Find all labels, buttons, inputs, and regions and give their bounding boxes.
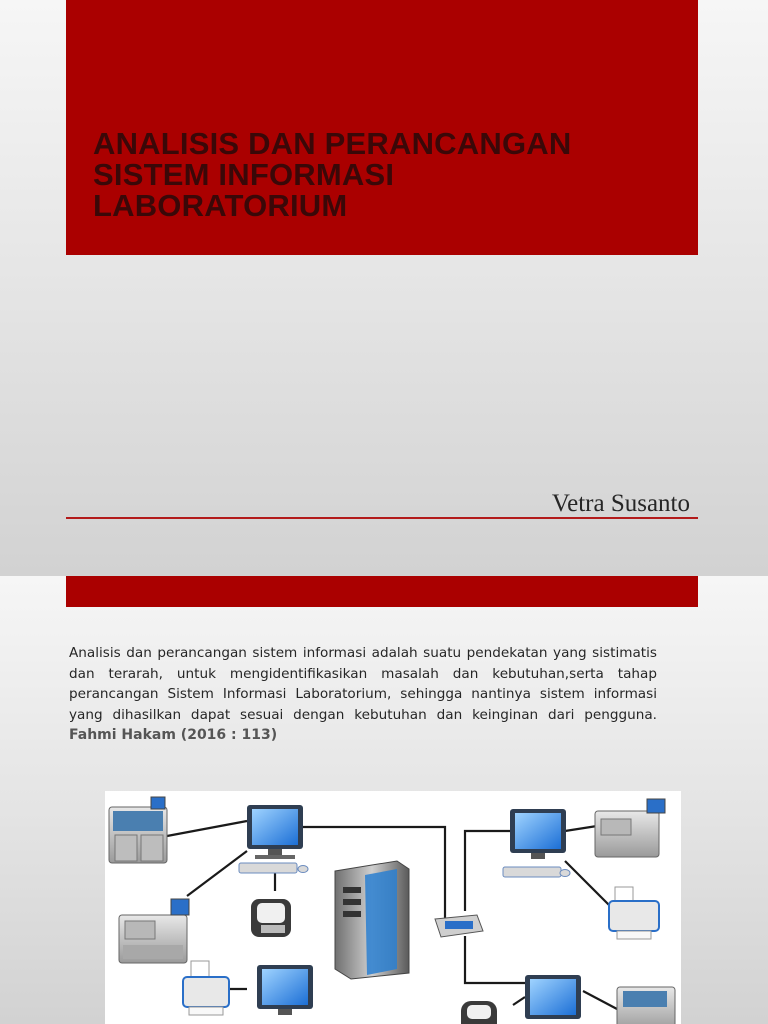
paragraph-text: Analisis dan perancangan sistem informasi adalah suatu pendekatan yang sistimatis dan terarah, untuk mengidentifikasikan masalah dan kebutuhan,serta tahap perancangan Sistem Informasi Laboratorium, sehingga nantinya sistem informasi yang dihasilkan dapat sesuai dengan kebutuhan dan keinginan dari pengguna. [69,645,657,723]
keyboard-icon [239,863,308,873]
lab-analyzer-icon [617,987,675,1024]
title-line-2: SISTEM INFORMASI [93,157,395,192]
monitor-icon [510,809,566,859]
monitor-icon [525,975,581,1019]
computer-mouse-icon [461,1001,497,1024]
monitor-icon [257,965,313,1015]
printer-icon [609,887,659,939]
divider-rule [66,517,698,519]
lab-analyzer-icon [109,797,167,863]
printer-icon [183,961,229,1015]
monitor-icon [247,805,303,859]
author-name: Vetra Susanto [551,490,690,517]
content-slide [0,576,768,1024]
server-tower-icon [335,861,409,979]
printer-icon [251,899,291,937]
slide-title [93,128,653,221]
network-hub-icon [435,915,483,937]
network-diagram [105,791,681,1024]
title-line-3: LABORATORIUM [93,188,348,223]
citation: Fahmi Hakam (2016 : 113) [69,727,278,743]
title-line-1: ANALISIS DAN PERANCANGAN [93,126,572,161]
title-band [66,0,698,255]
lab-analyzer-icon [595,799,665,857]
lab-analyzer-icon [119,899,189,963]
definition-paragraph [69,643,657,746]
header-band [66,576,698,607]
keyboard-icon [503,867,570,877]
